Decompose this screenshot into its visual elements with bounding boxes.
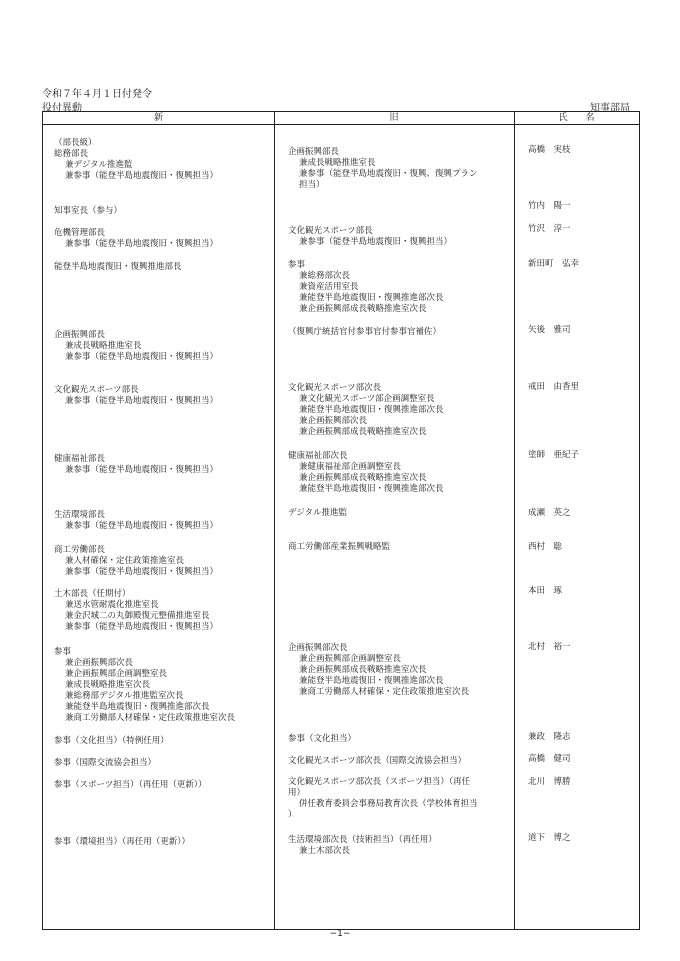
new-position: 参事（国際交流協会担当） <box>54 758 157 768</box>
new-position: 兼企画振興部企画調整室長 <box>65 669 168 679</box>
column-header-name: 氏 名 <box>558 113 595 123</box>
new-position: 参事（スポーツ担当）（再任用（更新）） <box>54 780 207 790</box>
person-name: 西村 聡 <box>528 542 563 552</box>
old-position: 文化観光スポーツ部次長（スポーツ担当）（再任 <box>288 777 471 787</box>
old-position: 企画振興部長 <box>288 147 340 157</box>
old-position: 兼企画振興部次長 <box>299 416 368 426</box>
person-name: 塗師 亜紀子 <box>528 450 580 460</box>
old-position: 兼参事（能登半島地震復旧・復興担当） <box>299 237 453 247</box>
old-position: 兼総務部次長 <box>299 271 351 281</box>
old-position: 併任教育委員会事務局教育次長（学校体育担当 <box>299 799 478 809</box>
new-position: 兼企画振興部次長 <box>65 658 134 668</box>
new-position: 参事（文化担当）（特例任用） <box>54 736 169 746</box>
new-position: 知事室長（参与） <box>54 206 123 216</box>
category-label: 役付異動 <box>42 103 82 114</box>
new-position: 生活環境部長 <box>54 510 106 520</box>
new-position: 商工労働部長 <box>54 545 106 555</box>
column-divider <box>514 112 515 929</box>
new-position: 土木部長（任期付） <box>54 589 131 599</box>
old-position: 兼企画振興部成長戦略推進室次長 <box>299 473 427 483</box>
old-position: 担当） <box>299 180 325 190</box>
header-divider <box>43 124 639 125</box>
page-number: −1− <box>329 929 351 939</box>
old-position: 文化観光スポーツ部長 <box>288 226 373 236</box>
new-position: 文化観光スポーツ部長 <box>54 385 139 395</box>
person-name: 矢後 雅司 <box>528 325 571 335</box>
old-position: 兼企画振興部企画調整室長 <box>299 654 402 664</box>
new-position: 健康福祉部長 <box>54 454 106 464</box>
person-name: 北村 裕一 <box>528 642 571 652</box>
old-position: 兼企画振興部成長戦略推進室次長 <box>299 304 427 314</box>
column-header-old: 旧 <box>389 113 399 123</box>
new-position: 参事 <box>54 647 72 657</box>
old-position: 文化観光スポーツ部次長（国際交流協会担当） <box>288 756 467 766</box>
new-position: 兼参事（能登半島地震復旧・復興担当） <box>65 352 219 362</box>
new-position: 兼参事（能登半島地震復旧・復興担当） <box>65 465 219 475</box>
new-position: 企画振興部長 <box>54 330 106 340</box>
new-position: 兼成長戦略推進室長 <box>65 341 142 351</box>
old-position: ） <box>288 810 297 820</box>
new-position: 総務部長 <box>54 149 89 159</box>
new-position: 兼成長戦略推進室次長 <box>65 680 151 690</box>
department-label: 知事部局 <box>590 103 630 114</box>
person-name: 竹沢 淳一 <box>528 224 571 234</box>
person-name: 北川 博勝 <box>528 777 571 787</box>
new-position: 兼人材確保・定住政策推進室長 <box>65 556 185 566</box>
new-position: 兼参事（能登半島地震復旧・復興担当） <box>65 396 219 406</box>
person-name: 兼政 隆志 <box>528 732 571 742</box>
new-position: 兼参事（能登半島地震復旧・復興担当） <box>65 521 219 531</box>
column-divider <box>274 112 275 929</box>
old-position: 兼健康福祉部企画調整室長 <box>299 462 402 472</box>
old-position: 兼能登半島地震復旧・復興推進部次長 <box>299 676 444 686</box>
new-position: 兼能登半島地震復旧・復興推進部次長 <box>65 702 210 712</box>
old-position: 参事（文化担当） <box>288 734 357 744</box>
person-name: 新田町 弘幸 <box>528 259 580 269</box>
issue-date: 令和７年４月１日付発令 <box>42 89 152 100</box>
old-position: 用） <box>288 788 306 798</box>
new-position: 兼参事（能登半島地震復旧・復興担当） <box>65 622 219 632</box>
person-name: 道下 博之 <box>528 833 571 843</box>
new-position: （部長級） <box>54 138 97 148</box>
old-position: 兼土木部次長 <box>299 846 351 856</box>
old-position: 文化観光スポーツ部次長 <box>288 383 382 393</box>
old-position: 商工労働部産業振興戦略監 <box>288 542 391 552</box>
personnel-table <box>42 111 640 930</box>
old-position: 健康福祉部次長 <box>288 451 348 461</box>
column-header-new: 新 <box>153 113 163 123</box>
person-name: 竹内 陽一 <box>528 201 571 211</box>
new-position: 危機管理部長 <box>54 228 106 238</box>
old-position: 兼能登半島地震復旧・復興推進部次長 <box>299 484 444 494</box>
person-name: 高橋 実枝 <box>528 145 571 155</box>
old-position: 兼能登半島地震復旧・復興推進部次長 <box>299 293 444 303</box>
new-position: 兼参事（能登半島地震復旧・復興担当） <box>65 567 219 577</box>
new-position: 兼参事（能登半島地震復旧・復興担当） <box>65 239 219 249</box>
old-position: 兼商工労働部人材確保・定住政策推進室次長 <box>299 687 470 697</box>
person-name: 成瀬 英之 <box>528 508 571 518</box>
old-position: 兼企画振興部成長戦略推進室次長 <box>299 427 427 437</box>
new-position: 兼参事（能登半島地震復旧・復興担当） <box>65 171 219 181</box>
new-position: 兼商工労働部人材確保・定住政策推進室次長 <box>65 713 236 723</box>
person-name: 高橋 健司 <box>528 754 571 764</box>
new-position: 兼総務部デジタル推進監室次長 <box>65 691 184 701</box>
old-position: 兼資産活用室長 <box>299 282 359 292</box>
old-position: 兼企画振興部成長戦略推進室次長 <box>299 665 427 675</box>
new-position: 参事（環境担当）（再任用（更新）） <box>54 837 191 847</box>
old-position: 兼成長戦略推進室長 <box>299 158 376 168</box>
old-position: （復興庁統括官付参事官付参事官補佐） <box>288 327 442 337</box>
new-position: 兼金沢城二の丸御殿復元整備推進室長 <box>65 611 210 621</box>
old-position: 生活環境部次長（技術担当）（再任用） <box>288 835 437 845</box>
old-position: 兼文化観光スポーツ部企画調整室長 <box>299 394 435 404</box>
old-position: 兼能登半島地震復旧・復興推進部次長 <box>299 405 444 415</box>
person-name: 本田 琢 <box>528 586 563 596</box>
new-position: 能登半島地震復旧・復興推進部長 <box>54 262 182 272</box>
old-position: デジタル推進監 <box>288 508 347 518</box>
new-position: 兼デジタル推進監 <box>65 160 133 170</box>
old-position: 兼参事（能登半島地震復旧・復興、復興プラン <box>299 169 478 179</box>
old-position: 企画振興部次長 <box>288 643 348 653</box>
old-position: 参事 <box>288 260 306 270</box>
person-name: 戒田 由香里 <box>528 382 580 392</box>
new-position: 兼送水管耐震化推進室長 <box>65 600 159 610</box>
